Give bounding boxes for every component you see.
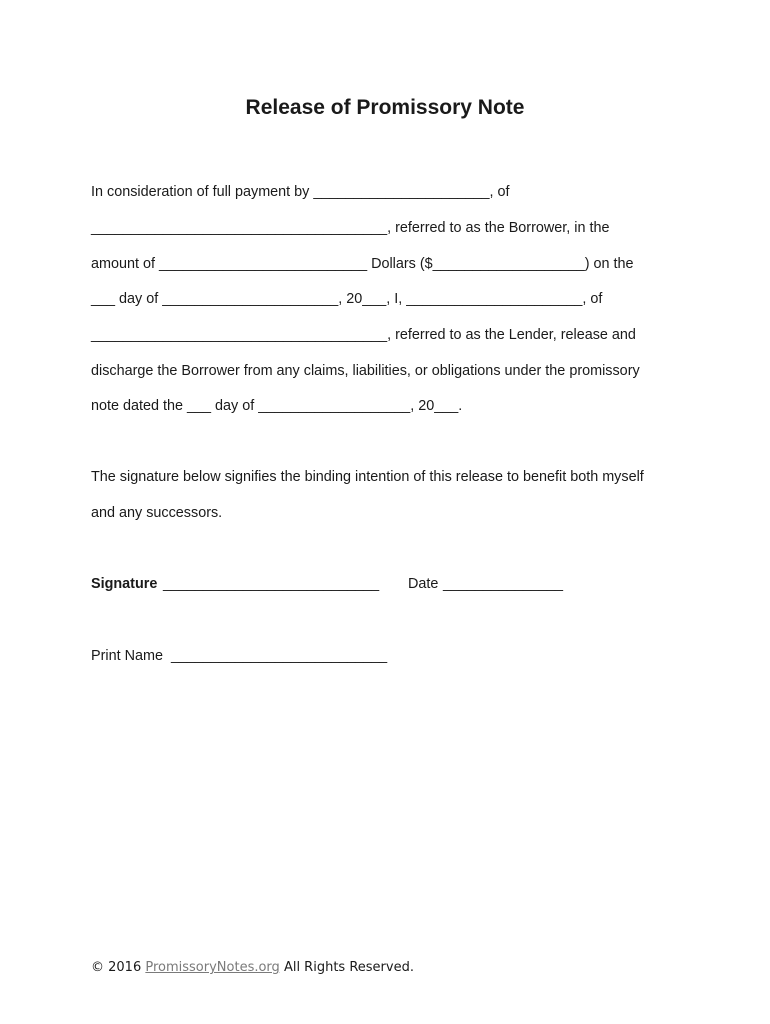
date-blank[interactable]: _______________	[443, 576, 564, 592]
print-name-blank[interactable]: ___________________________	[171, 648, 388, 664]
paragraph1-line-7: note dated the ___ day of ___________________, 20___.	[91, 398, 463, 414]
paragraph1-line-3: amount of __________________________ Dollars ($___________________) on the	[91, 256, 634, 272]
signature-label: Signature	[91, 576, 158, 592]
footer-rights: All Rights Reserved.	[283, 960, 414, 975]
signature-blank[interactable]: ___________________________	[163, 576, 380, 592]
paragraph1-line-4: ___ day of ______________________, 20___, I, ______________________, of	[91, 291, 603, 307]
date-label: Date	[408, 576, 439, 592]
paragraph1-line-2: _____________________________________, referred to as the Borrower, in the	[91, 220, 610, 236]
paragraph2-line-2: and any successors.	[91, 505, 223, 521]
paragraph1-line-6: discharge the Borrower from any claims, liabilities, or obligations under the promissory	[91, 363, 640, 379]
footer	[91, 958, 414, 978]
footer-link[interactable]: PromissoryNotes.org	[145, 960, 280, 975]
footer-copyright: © 2016	[91, 960, 142, 975]
print-name-label: Print Name	[91, 648, 163, 664]
paragraph2-line-1: The signature below signifies the binding intention of this release to benefit both myself	[91, 469, 644, 485]
paragraph1-line-5: _____________________________________, referred to as the Lender, release and	[91, 327, 636, 343]
document-title: Release of Promissory Note	[245, 96, 525, 119]
paragraph1-line-1: In consideration of full payment by ______________________, of	[91, 184, 510, 200]
